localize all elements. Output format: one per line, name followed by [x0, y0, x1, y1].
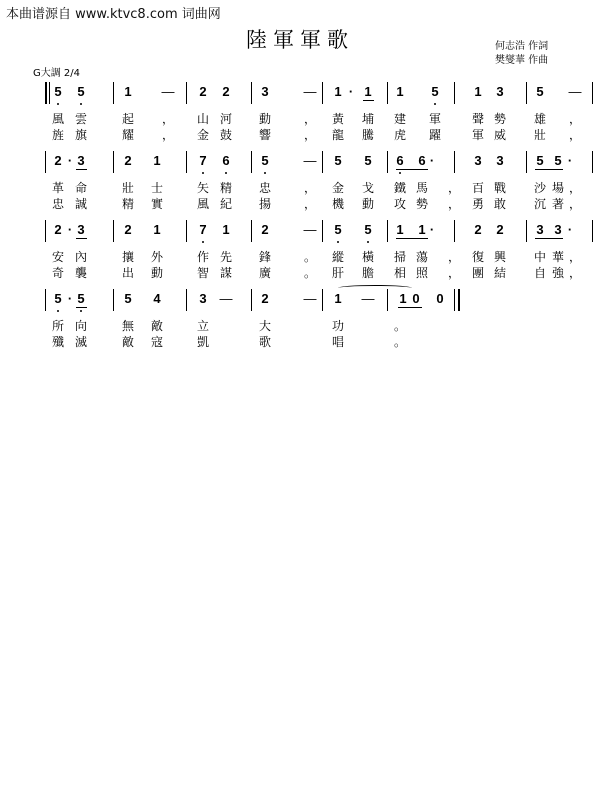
- lyric-char: 命: [74, 181, 87, 195]
- lyric-char: ，: [447, 197, 460, 211]
- lyric-char: 聲: [471, 112, 484, 126]
- note: 2: [222, 84, 230, 99]
- lyric-verse-2: [20, 126, 580, 140]
- lyric-char: 軍: [428, 112, 441, 126]
- lyric-verse-2: [20, 333, 580, 347]
- lyric-char: 士: [150, 181, 163, 195]
- lyric-char: 旌: [51, 128, 64, 142]
- note: 5: [334, 153, 342, 168]
- note: 2: [124, 222, 132, 237]
- lyric-char: 忠: [51, 197, 64, 211]
- note: 2: [54, 222, 62, 237]
- eighth-underline: [76, 169, 87, 170]
- eighth-underline: [76, 307, 87, 308]
- low-octave-dot: [337, 241, 339, 243]
- lyric-char: 風: [51, 112, 64, 126]
- barline: [322, 220, 323, 242]
- eighth-underline: [535, 238, 563, 239]
- barline: [454, 82, 455, 104]
- sustain-dash: —: [361, 291, 375, 306]
- note: 3: [77, 222, 85, 237]
- lyric-char: 風: [196, 197, 209, 211]
- note: 5: [54, 84, 62, 99]
- lyric-char: 沉: [533, 197, 546, 211]
- lyric-char: 內: [74, 250, 87, 264]
- note-row: [20, 151, 580, 175]
- barline: [45, 151, 46, 173]
- lyric-char: 實: [150, 197, 163, 211]
- sustain-dash: —: [303, 291, 317, 306]
- note: 1: [396, 222, 404, 237]
- lyric-char: 騰: [361, 128, 374, 142]
- lyric-char: ，: [568, 181, 581, 195]
- note: 3: [77, 153, 85, 168]
- sustain-dash: —: [161, 84, 175, 99]
- note: 5: [124, 291, 132, 306]
- lyric-char: 團: [471, 266, 484, 280]
- lyric-char: 蕩: [415, 250, 428, 264]
- lyricist-credit: 何志浩 作詞: [495, 41, 549, 52]
- note-row: [20, 289, 580, 313]
- barline: [526, 151, 527, 173]
- note: 1: [399, 291, 407, 306]
- lyric-char: 雄: [533, 112, 546, 126]
- note: 3: [199, 291, 207, 306]
- note: 0: [436, 291, 444, 306]
- dot-mark: ·: [67, 153, 73, 168]
- eighth-underline: [363, 100, 374, 101]
- lyric-verse-1: [20, 110, 580, 124]
- note: 5: [431, 84, 439, 99]
- note: 5: [554, 153, 562, 168]
- dot-mark: ·: [67, 291, 73, 306]
- note: 5: [334, 222, 342, 237]
- lyric-char: 敵: [121, 335, 134, 349]
- lyric-char: 勇: [471, 197, 484, 211]
- sustain-dash: —: [303, 222, 317, 237]
- lyric-char: 誠: [74, 197, 87, 211]
- dot-mark: ·: [567, 153, 573, 168]
- lyric-char: 安: [51, 250, 64, 264]
- lyric-char: ，: [568, 112, 581, 126]
- lyric-char: ，: [447, 181, 460, 195]
- barline: [454, 151, 455, 173]
- low-octave-dot: [202, 241, 204, 243]
- lyric-char: 動: [361, 197, 374, 211]
- eighth-underline: [396, 238, 428, 239]
- low-octave-dot: [367, 241, 369, 243]
- dot-mark: ·: [567, 222, 573, 237]
- lyric-verse-1: [20, 248, 580, 262]
- lyric-char: 軍: [471, 128, 484, 142]
- lyric-char: 戈: [361, 181, 374, 195]
- lyric-char: 精: [121, 197, 134, 211]
- low-octave-dot: [80, 103, 82, 105]
- lyric-char: 相: [393, 266, 406, 280]
- lyric-char: 建: [393, 112, 406, 126]
- note: 1: [153, 222, 161, 237]
- eighth-underline: [398, 307, 422, 308]
- lyric-verse-1: [20, 317, 580, 331]
- lyric-char: 謀: [219, 266, 232, 280]
- lyric-char: 壯: [121, 181, 134, 195]
- score-system: [20, 289, 580, 353]
- barline: [113, 220, 114, 242]
- lyric-char: 攻: [393, 197, 406, 211]
- note: 1: [222, 222, 230, 237]
- dot-mark: ·: [67, 222, 73, 237]
- dot-mark: ·: [348, 84, 354, 99]
- lyric-char: ，: [303, 112, 316, 126]
- lyric-char: 向: [74, 319, 87, 333]
- lyric-char: 攘: [121, 250, 134, 264]
- note: 2: [261, 222, 269, 237]
- lyric-char: 出: [121, 266, 134, 280]
- lyric-char: 歌: [258, 335, 271, 349]
- lyric-char: 勢: [493, 112, 506, 126]
- lyric-char: 縱: [331, 250, 344, 264]
- lyric-char: 作: [196, 250, 209, 264]
- lyric-char: 自: [533, 266, 546, 280]
- barline: [592, 220, 593, 242]
- lyric-char: 大: [258, 319, 271, 333]
- lyric-char: 鋒: [258, 250, 271, 264]
- lyric-char: 復: [471, 250, 484, 264]
- sustain-dash: —: [568, 84, 582, 99]
- note: 0: [412, 291, 420, 306]
- lyric-char: 外: [150, 250, 163, 264]
- lyric-char: ，: [568, 128, 581, 142]
- lyric-char: 紀: [219, 197, 232, 211]
- note: 5: [536, 153, 544, 168]
- note: 5: [77, 291, 85, 306]
- low-octave-dot: [202, 172, 204, 174]
- barline: [454, 220, 455, 242]
- lyric-char: 戰: [493, 181, 506, 195]
- barline: [186, 220, 187, 242]
- low-octave-dot: [399, 172, 401, 174]
- note: 1: [364, 84, 372, 99]
- lyric-char: ，: [568, 250, 581, 264]
- lyric-char: 奇: [51, 266, 64, 280]
- lyric-char: ，: [568, 266, 581, 280]
- lyric-char: 機: [331, 197, 344, 211]
- score-system: [20, 220, 580, 284]
- lyric-char: 立: [196, 319, 209, 333]
- note: 5: [261, 153, 269, 168]
- lyric-char: 馬: [415, 181, 428, 195]
- lyric-char: ，: [161, 112, 174, 126]
- note: 1: [396, 84, 404, 99]
- lyric-char: 革: [51, 181, 64, 195]
- lyric-verse-1: [20, 179, 580, 193]
- lyric-char: ，: [303, 128, 316, 142]
- barline: [186, 289, 187, 311]
- lyric-char: 照: [415, 266, 428, 280]
- sustain-dash: —: [303, 153, 317, 168]
- lyric-char: 埔: [361, 112, 374, 126]
- lyric-char: 起: [121, 112, 134, 126]
- lyric-char: 金: [196, 128, 209, 142]
- lyric-char: 動: [150, 266, 163, 280]
- lyric-char: 黃: [331, 112, 344, 126]
- lyric-char: 虎: [393, 128, 406, 142]
- final-barline: [458, 289, 460, 311]
- note: 3: [496, 153, 504, 168]
- note: 6: [222, 153, 230, 168]
- eighth-underline: [396, 169, 428, 170]
- lyric-char: 。: [393, 335, 406, 349]
- lyric-char: 沙: [533, 181, 546, 195]
- dot-mark: ·: [429, 153, 435, 168]
- note: 2: [199, 84, 207, 99]
- lyric-char: 鼓: [219, 128, 232, 142]
- lyric-char: ，: [568, 197, 581, 211]
- lyric-char: 耀: [121, 128, 134, 142]
- lyric-char: 興: [493, 250, 506, 264]
- dot-mark: ·: [429, 222, 435, 237]
- lyric-char: 響: [258, 128, 271, 142]
- note: 3: [496, 84, 504, 99]
- lyric-char: ，: [447, 250, 460, 264]
- barline: [113, 151, 114, 173]
- low-octave-dot: [264, 172, 266, 174]
- low-octave-dot: [80, 310, 82, 312]
- lyric-char: 先: [219, 250, 232, 264]
- watermark: 本曲谱源自 www.ktvc8.com 词曲网: [6, 7, 221, 22]
- note: 2: [496, 222, 504, 237]
- note: 7: [199, 222, 207, 237]
- lyric-char: 襲: [74, 266, 87, 280]
- note-row: [20, 82, 580, 106]
- barline: [526, 82, 527, 104]
- lyric-char: 著: [551, 197, 564, 211]
- lyric-char: 唱: [331, 335, 344, 349]
- lyric-char: 無: [121, 319, 134, 333]
- note: 2: [54, 153, 62, 168]
- lyric-char: 旗: [74, 128, 87, 142]
- low-octave-dot: [434, 103, 436, 105]
- lyric-char: 華: [551, 250, 564, 264]
- lyric-char: 敵: [150, 319, 163, 333]
- eighth-underline: [76, 238, 87, 239]
- lyric-char: 精: [219, 181, 232, 195]
- lyric-char: 山: [196, 112, 209, 126]
- barline: [113, 289, 114, 311]
- lyric-char: 百: [471, 181, 484, 195]
- note: 5: [364, 222, 372, 237]
- lyric-char: ，: [161, 128, 174, 142]
- lyric-char: 壯: [533, 128, 546, 142]
- note: 3: [536, 222, 544, 237]
- low-octave-dot: [57, 310, 59, 312]
- barline: [113, 82, 114, 104]
- barline: [387, 151, 388, 173]
- credits: [495, 40, 548, 68]
- lyric-char: 肝: [331, 266, 344, 280]
- barline: [592, 82, 593, 104]
- lyric-char: 勢: [415, 197, 428, 211]
- eighth-underline: [535, 169, 563, 170]
- note: 2: [261, 291, 269, 306]
- lyric-char: ，: [447, 266, 460, 280]
- sustain-dash: —: [219, 291, 233, 306]
- note: 1: [334, 291, 342, 306]
- note: 2: [124, 153, 132, 168]
- barline: [387, 220, 388, 242]
- sustain-dash: —: [303, 84, 317, 99]
- barline: [251, 151, 252, 173]
- lyric-char: 威: [493, 128, 506, 142]
- note: 1: [474, 84, 482, 99]
- note: 3: [554, 222, 562, 237]
- lyric-char: 龍: [331, 128, 344, 142]
- tie-slur: [338, 285, 412, 291]
- low-octave-dot: [225, 172, 227, 174]
- key-and-meter: G大調 2/4: [33, 68, 81, 79]
- note: 5: [536, 84, 544, 99]
- lyric-char: 敢: [493, 197, 506, 211]
- lyric-char: 廣: [258, 266, 271, 280]
- lyric-char: 矢: [196, 181, 209, 195]
- barline: [322, 151, 323, 173]
- composer-credit: 樊燮華 作曲: [495, 55, 549, 66]
- lyric-char: ，: [303, 197, 316, 211]
- barline: [251, 220, 252, 242]
- lyric-verse-2: [20, 264, 580, 278]
- lyric-char: 膽: [361, 266, 374, 280]
- barline: [45, 289, 46, 311]
- note: 1: [334, 84, 342, 99]
- start-barline: [49, 82, 50, 104]
- note: 3: [474, 153, 482, 168]
- lyric-char: 。: [303, 266, 316, 280]
- note: 1: [418, 222, 426, 237]
- note: 1: [124, 84, 132, 99]
- note: 1: [153, 153, 161, 168]
- lyric-char: 雲: [74, 112, 87, 126]
- barline: [387, 289, 388, 311]
- lyric-char: 躍: [428, 128, 441, 142]
- note: 6: [418, 153, 426, 168]
- barline: [45, 220, 46, 242]
- lyric-char: 橫: [361, 250, 374, 264]
- lyric-char: 金: [331, 181, 344, 195]
- barline: [45, 82, 47, 104]
- lyric-char: 掃: [393, 250, 406, 264]
- barline: [526, 220, 527, 242]
- note: 5: [364, 153, 372, 168]
- lyric-char: 動: [258, 112, 271, 126]
- note: 5: [77, 84, 85, 99]
- barline: [322, 82, 323, 104]
- lyric-verse-2: [20, 195, 580, 209]
- note-row: [20, 220, 580, 244]
- lyric-char: 河: [219, 112, 232, 126]
- lyric-char: 所: [51, 319, 64, 333]
- lyric-char: 場: [551, 181, 564, 195]
- note: 2: [474, 222, 482, 237]
- barline: [322, 289, 323, 311]
- lyric-char: 滅: [74, 335, 87, 349]
- barline: [186, 82, 187, 104]
- lyric-char: 殲: [51, 335, 64, 349]
- note: 4: [153, 291, 161, 306]
- lyric-char: 。: [393, 319, 406, 333]
- note: 5: [54, 291, 62, 306]
- lyric-char: 忠: [258, 181, 271, 195]
- score-system: [20, 82, 580, 146]
- lyric-char: 凱: [196, 335, 209, 349]
- lyric-char: ，: [303, 181, 316, 195]
- lyric-char: 鐵: [393, 181, 406, 195]
- lyric-char: 智: [196, 266, 209, 280]
- lyric-char: 。: [303, 250, 316, 264]
- barline: [592, 151, 593, 173]
- note: 6: [396, 153, 404, 168]
- note: 7: [199, 153, 207, 168]
- barline: [387, 82, 388, 104]
- lyric-char: 功: [331, 319, 344, 333]
- lyric-char: 寇: [150, 335, 163, 349]
- barline: [186, 151, 187, 173]
- song-title: 陸軍軍歌: [246, 28, 354, 52]
- low-octave-dot: [57, 103, 59, 105]
- barline: [251, 289, 252, 311]
- lyric-char: 強: [551, 266, 564, 280]
- barline: [454, 289, 455, 311]
- lyric-char: 揚: [258, 197, 271, 211]
- lyric-char: 中: [533, 250, 546, 264]
- note: 3: [261, 84, 269, 99]
- lyric-char: 結: [493, 266, 506, 280]
- score-system: [20, 151, 580, 215]
- barline: [251, 82, 252, 104]
